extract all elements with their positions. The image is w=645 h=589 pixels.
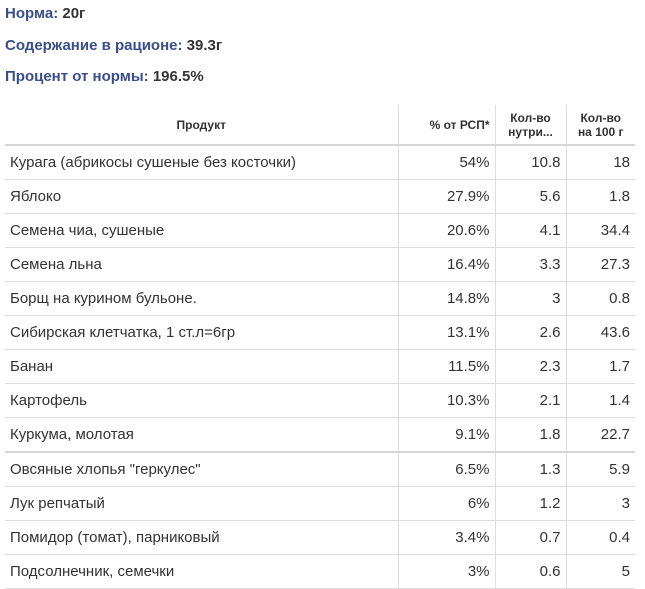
diet-content-stat (5, 37, 222, 55)
products-table (5, 105, 635, 589)
nutrient-qty-header-line1: Кол-во (510, 110, 551, 125)
table-row (5, 487, 635, 521)
table-row (5, 384, 635, 418)
nutrient-qty-header-line2: нутри... (508, 124, 553, 139)
product-cell: Банан (5, 350, 398, 384)
per-100g-header-line2: на 100 г (577, 124, 624, 139)
norm-value: 20г (62, 5, 86, 22)
column-header-per-100g[interactable] (566, 105, 635, 145)
per-100g-cell: 34.4 (566, 214, 635, 248)
table-row (5, 282, 635, 316)
nutrient-qty-cell: 0.7 (495, 521, 566, 555)
diet-content-value: 39.3г (186, 37, 223, 54)
norm-percent-value: 196.5% (152, 68, 204, 85)
pct-cell: 13.1% (398, 316, 495, 350)
pct-cell: 20.6% (398, 214, 495, 248)
per-100g-cell: 43.6 (566, 316, 635, 350)
pct-cell: 10.3% (398, 384, 495, 418)
nutrient-qty-cell: 1.3 (495, 452, 566, 487)
pct-cell: 54% (398, 145, 495, 180)
pct-cell: 3% (398, 555, 495, 589)
table-row (5, 214, 635, 248)
product-cell: Овсяные хлопья "геркулес" (5, 452, 398, 487)
column-header-product[interactable]: Продукт (5, 105, 398, 145)
product-cell: Яблоко (5, 180, 398, 214)
nutrient-qty-cell: 1.2 (495, 487, 566, 521)
pct-cell: 6% (398, 487, 495, 521)
pct-cell: 16.4% (398, 248, 495, 282)
table-row (5, 180, 635, 214)
product-cell: Семена чиа, сушеные (5, 214, 398, 248)
product-cell: Подсолнечник, семечки (5, 555, 398, 589)
per-100g-cell: 1.4 (566, 384, 635, 418)
pct-cell: 14.8% (398, 282, 495, 316)
norm-label: Норма: (5, 5, 59, 22)
product-cell: Куркума, молотая (5, 418, 398, 453)
product-cell: Помидор (томат), парниковый (5, 521, 398, 555)
nutrient-qty-cell: 4.1 (495, 214, 566, 248)
pct-cell: 27.9% (398, 180, 495, 214)
table-row (5, 521, 635, 555)
table-row (5, 350, 635, 384)
table-row (5, 452, 635, 487)
per-100g-cell: 0.4 (566, 521, 635, 555)
pct-cell: 9.1% (398, 418, 495, 453)
nutrient-qty-cell: 0.6 (495, 555, 566, 589)
nutrient-qty-cell: 2.3 (495, 350, 566, 384)
nutrient-qty-cell: 1.8 (495, 418, 566, 453)
column-header-nutrient-qty[interactable] (495, 105, 566, 145)
per-100g-header-line1: Кол-во (580, 110, 622, 125)
nutrient-qty-cell: 10.8 (495, 145, 566, 180)
table-row (5, 248, 635, 282)
norm-stat (5, 5, 85, 23)
per-100g-cell: 5 (566, 555, 635, 589)
product-cell: Борщ на курином бульоне. (5, 282, 398, 316)
product-cell: Курага (абрикосы сушеные без косточки) (5, 145, 398, 180)
nutrient-qty-cell: 5.6 (495, 180, 566, 214)
per-100g-cell: 5.9 (566, 452, 635, 487)
per-100g-cell: 1.7 (566, 350, 635, 384)
nutrient-qty-cell: 3.3 (495, 248, 566, 282)
table-row (5, 145, 635, 180)
norm-percent-stat (5, 68, 204, 86)
column-header-pct[interactable]: % от РСП* (398, 105, 495, 145)
product-cell: Лук репчатый (5, 487, 398, 521)
table-row (5, 316, 635, 350)
diet-content-label: Содержание в рационе: (5, 37, 183, 54)
norm-percent-label: Процент от нормы: (5, 68, 149, 85)
per-100g-cell: 18 (566, 145, 635, 180)
nutrient-qty-cell: 3 (495, 282, 566, 316)
product-cell: Сибирская клетчатка, 1 ст.л=6гр (5, 316, 398, 350)
per-100g-cell: 0.8 (566, 282, 635, 316)
pct-cell: 11.5% (398, 350, 495, 384)
product-cell: Семена льна (5, 248, 398, 282)
nutrient-qty-cell: 2.1 (495, 384, 566, 418)
products-table-header (5, 105, 635, 145)
table-row (5, 555, 635, 589)
per-100g-cell: 27.3 (566, 248, 635, 282)
per-100g-cell: 3 (566, 487, 635, 521)
table-row (5, 418, 635, 453)
products-table-body (5, 145, 635, 589)
per-100g-cell: 1.8 (566, 180, 635, 214)
pct-cell: 6.5% (398, 452, 495, 487)
pct-cell: 3.4% (398, 521, 495, 555)
product-cell: Картофель (5, 384, 398, 418)
nutrient-qty-cell: 2.6 (495, 316, 566, 350)
per-100g-cell: 22.7 (566, 418, 635, 453)
